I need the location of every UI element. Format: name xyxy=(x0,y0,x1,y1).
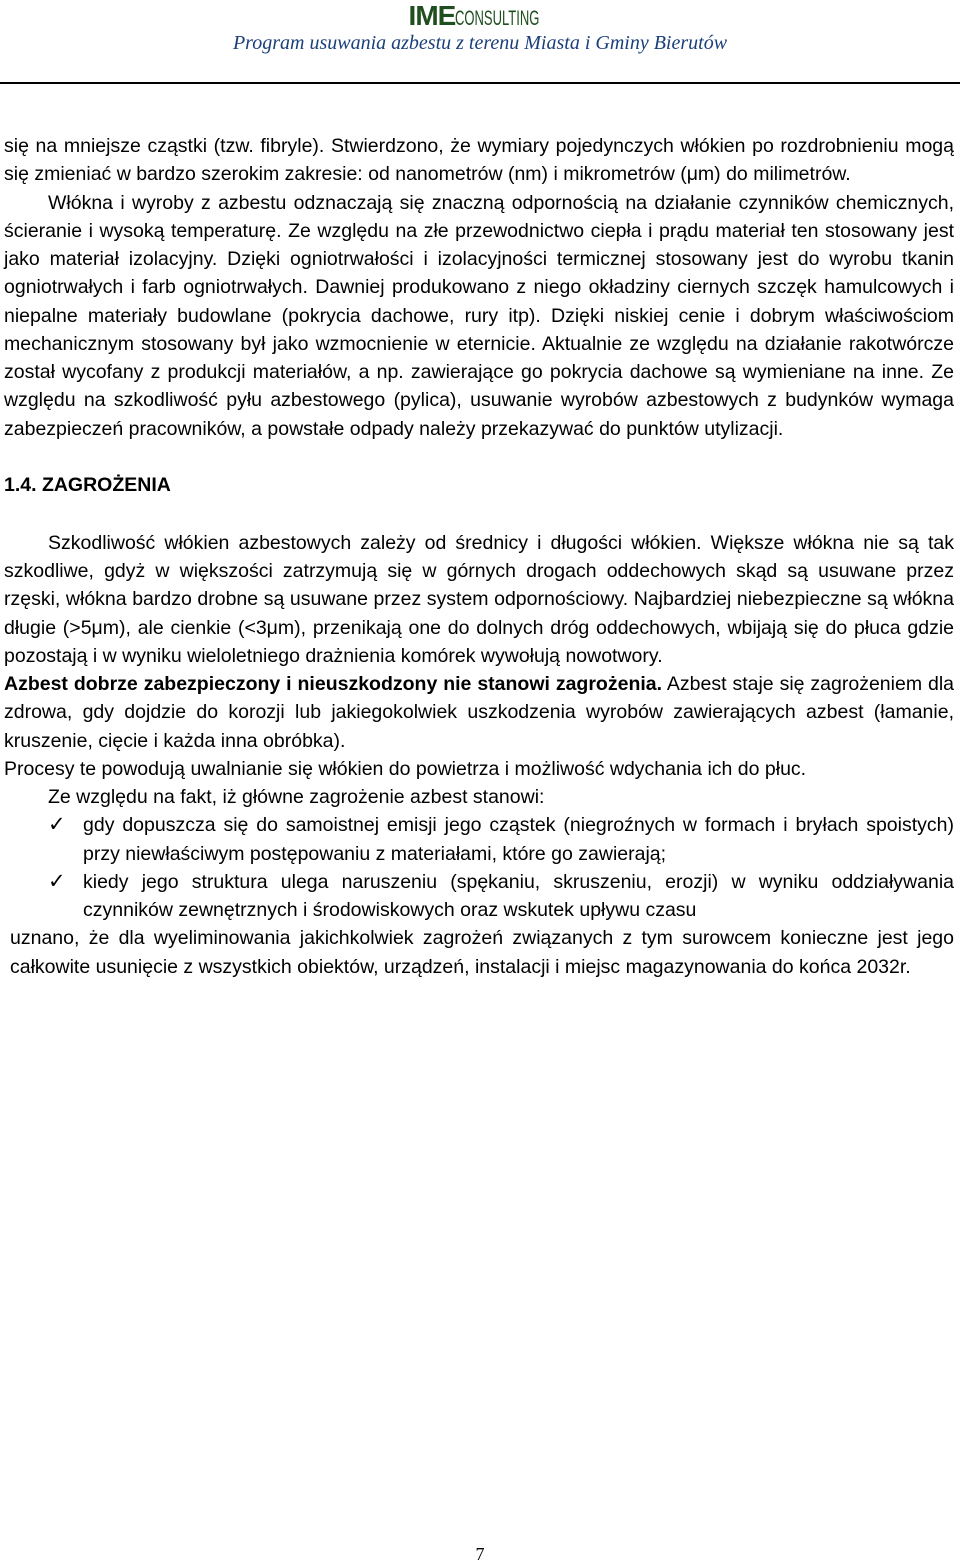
hazard-statement-bold: Azbest dobrze zabezpieczony i nieuszkodzony nie stanowi zagrożenia. xyxy=(4,673,663,695)
company-logo xyxy=(0,0,960,32)
header-title-wrap xyxy=(0,31,960,55)
list-item xyxy=(4,868,954,925)
hazard-checklist xyxy=(4,811,954,924)
page-header xyxy=(0,0,960,84)
checkmark-icon: ✓ xyxy=(48,813,66,837)
page-number: 7 xyxy=(475,1544,485,1564)
logo-sub-text: CONSULTING xyxy=(455,7,540,30)
page-content xyxy=(4,132,954,981)
paragraph-harmfulness: Szkodliwość włókien azbestowych zależy od średnicy i długości włókien. Większe włókna nie są tak szkodliwe, gdyż w większości zatrzymują się w górnych drogach oddechowych skąd są usuwane przez rzęski, włókna bardzo drobne są usuwane przez system odpornościowy. Najbardziej niebezpieczne są włókna długie (>5μm), ale cienkie (<3μm), przenikają one do dolnych dróg oddechowych, wbijają się do płuca gdzie pozostają i w wyniku wieloletniego drażnienia komórek wywołują nowotwory. xyxy=(4,531,954,667)
paragraph-processes: Procesy te powodują uwalnianie się włókien do powietrza i możliwość wdychania ich do płuc. xyxy=(4,757,807,780)
list-item-text: kiedy jego struktura ulega naruszeniu (spękaniu, skruszeniu, erozji) w wyniku oddziaływania czynników zewnętrznych i środowiskowych oraz wskutek upływu czasu xyxy=(83,870,954,921)
logo-main-text: IME xyxy=(408,0,456,31)
paragraph-asbestos-properties: Włókna i wyroby z azbestu odznaczają się znaczną odpornością na działanie czynników chemicznych, ścieranie i wysoką temperaturę. Ze względu na złe przewodnictwo ciepła i prądu materiał ten stosowany jest jako materiał izolacyjny. Dzięki ogniotrwałości i izolacyjności termicznej stosowany jest do wyrobu tkanin ogniotrwałych i farb ogniotrwałych. Dawniej produkowano z niego okładziny ciernych szczęk hamulcowych i niepalne materiały budowlane (pokrycia dachowe, rury itp). Dzięki niskiej cenie i dobrym właściwościom mechanicznym stosowany był jako wzmocnienie w eternicie. Aktualnie ze względu na działanie rakotwórcze został wycofany z produkcji materiałów, a np. zawierające go pokrycia dachowe są wymieniane na inne. Ze względu na szkodliwość pyłu azbestowego (pylica), usuwanie wyrobów azbestowych z budynków wymaga zabezpieczeń pracowników, a powstałe odpady należy przekazywać do punktów utylizacji. xyxy=(4,191,954,440)
header-divider xyxy=(0,82,960,84)
spacer xyxy=(4,499,954,529)
list-item-text: gdy dopuszcza się do samoistnej emisji jego cząstek (niegroźnych w formach i bryłach spoistych) przy niewłaściwym postępowaniu z materiałami, które go zawierają; xyxy=(83,814,954,865)
section-heading: 1.4. ZAGROŻENIA xyxy=(4,473,171,496)
document-title: Program usuwania azbestu z terenu Miasta i Gminy Bierutów xyxy=(232,32,728,54)
paragraph-fibers-size: się na mniejsze cząstki (tzw. fibryle). Stwierdzono, że wymiary pojedynczych włókien po rozdrobnieniu mogą się zmieniać w bardzo szerokim zakresie: od nanometrów (nm) i mikrometrów (μm) do milimetrów. xyxy=(4,135,954,186)
spacer xyxy=(4,443,954,471)
paragraph-hazard xyxy=(4,670,954,755)
list-item xyxy=(4,811,954,868)
checkmark-icon: ✓ xyxy=(48,869,66,893)
hazard-statement-rest: Azbest staje się zagrożeniem dla zdrowa, gdy dojdzie do korozji lub jakiegokolwiek uszkodzenia wyrobów zawierających azbest (łamanie, kruszenie, cięcie i każda inna obróbka). xyxy=(4,673,955,752)
paragraph-lead: Ze względu na fakt, iż główne zagrożenie azbest stanowi: xyxy=(48,786,545,808)
paragraph-conclusion: uznano, że dla wyeliminowania jakichkolwiek zagrożeń związanych z tym surowcem konieczne jest jego całkowite usunięcie z wszystkich obiektów, urządzeń, instalacji i miejsc magazynowania do końca 2032r. xyxy=(10,927,954,978)
